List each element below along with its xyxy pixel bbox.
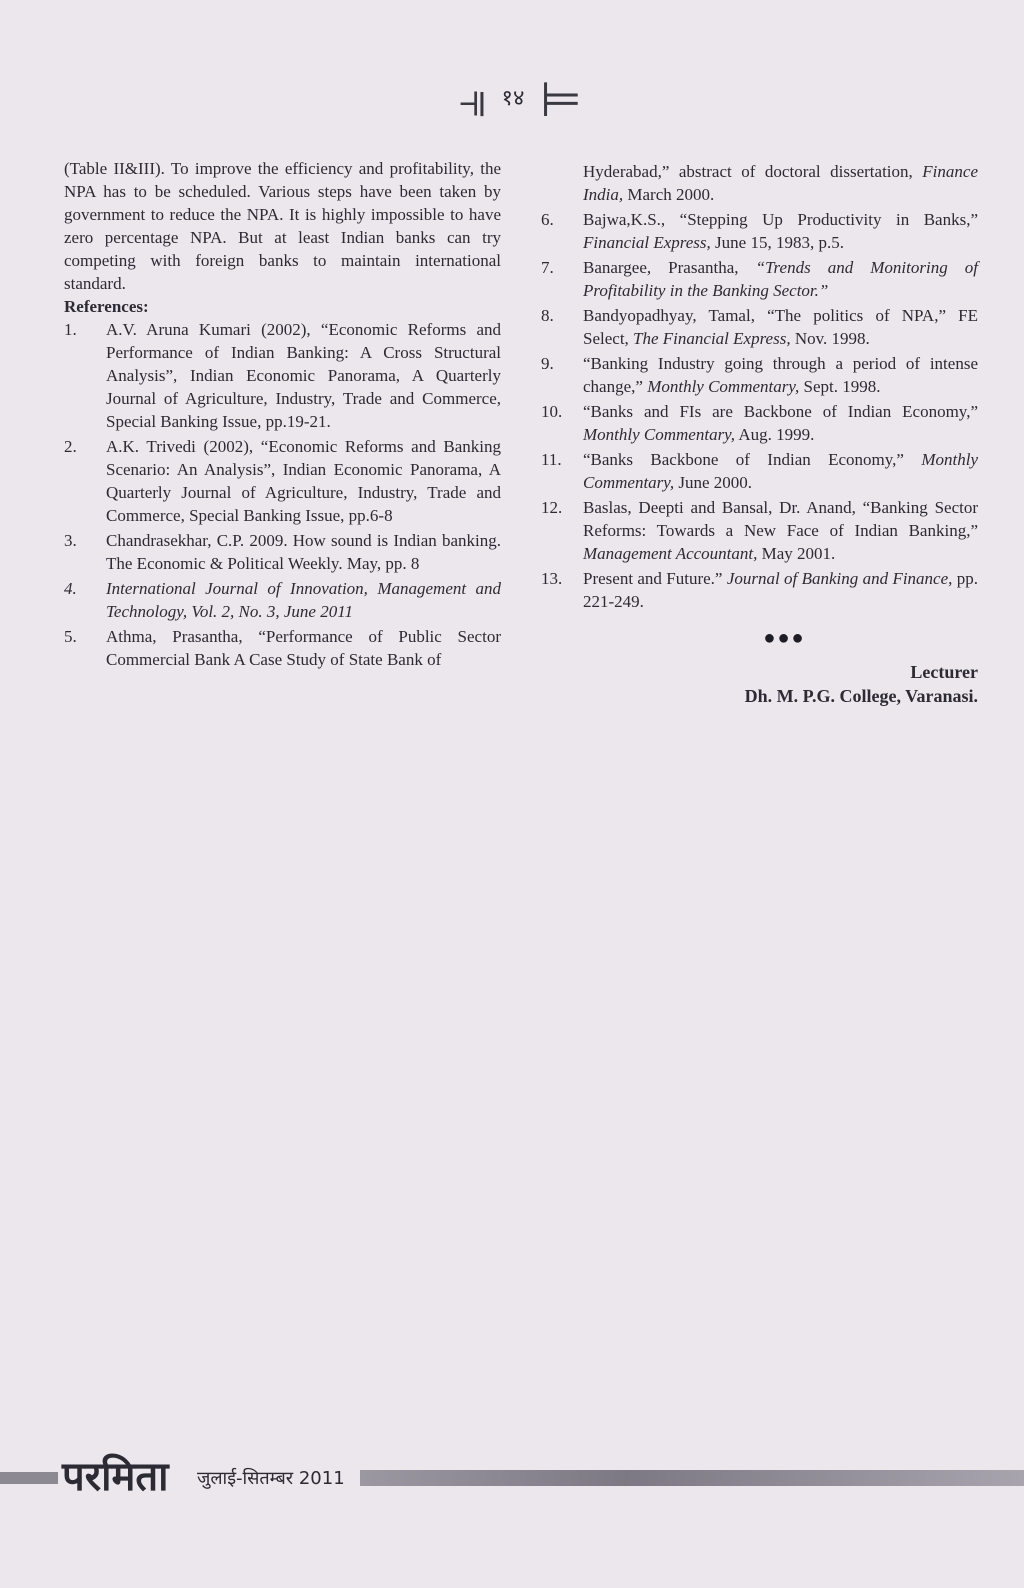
reference-item: 9. “Banking Industry going through a period of intense change,” Monthly Commentary, Sept. 1998. — [541, 354, 978, 396]
reference-item: 4. International Journal of Innovation, Management and Technology, Vol. 2, No. 3, June 2011 — [64, 579, 501, 621]
magazine-title: परमिता — [62, 1454, 169, 1500]
reference-continuation: Hyderabad,” abstract of doctoral dissertation, Finance India, March 2000. — [583, 162, 978, 204]
conclusion-paragraph: (Table II&III). To improve the efficiency and profitability, the NPA has to be scheduled. Various steps have been taken by government to reduce the NPA. It is highly impossible to have zero percentage NPA. But at least Indian banks can try competing with foreign banks to maintain international standard. — [64, 159, 501, 293]
left-column — [64, 157, 501, 673]
reference-item: 7. Banargee, Prasantha, “Trends and Monitoring of Profitability in the Banking Sector.” — [541, 258, 978, 300]
reference-item: 1. A.V. Aruna Kumari (2002), “Economic Reforms and Performance of Indian Banking: A Cross Structural Analysis”, Indian Economic Panorama, A Quarterly Journal of Agriculture, Industry, Trade and Commerce, Special Banking Issue, pp.19-21. — [64, 320, 501, 431]
author-affiliation: Dh. M. P.G. College, Varanasi. — [744, 686, 978, 706]
reference-item: 12. Baslas, Deepti and Bansal, Dr. Anand, “Banking Sector Reforms: Towards a New Face of Indian Banking,” Management Accountant, May 2001. — [541, 498, 978, 563]
reference-item: 10. “Banks and FIs are Backbone of Indian Economy,” Monthly Commentary, Aug. 1999. — [541, 402, 978, 444]
decorative-bracket-left-icon: ⫣ — [458, 72, 487, 128]
reference-item: 5. Athma, Prasantha, “Performance of Public Sector Commercial Bank A Case Study of State Bank of — [64, 627, 501, 669]
page-footer — [0, 1452, 1024, 1502]
references-heading: References: — [64, 297, 149, 316]
reference-item: 2. A.K. Trivedi (2002), “Economic Reforms and Banking Scenario: An Analysis”, Indian Economic Panorama, A Quarterly Journal of Agriculture, Industry, Trade and Commerce, Special Banking Issue, pp.6-8 — [64, 437, 501, 525]
end-dots-icon: ●●● — [763, 627, 806, 649]
author-title: Lecturer — [910, 662, 978, 682]
reference-item: 6. Bajwa,K.S., “Stepping Up Productivity in Banks,” Financial Express, June 15, 1983, p.5. — [541, 210, 978, 252]
reference-item: 3. Chandrasekhar, C.P. 2009. How sound is Indian banking. The Economic & Political Weekly. May, pp. 8 — [64, 531, 501, 573]
page-number-header — [0, 70, 1024, 128]
issue-date: जुलाई-सितम्बर 2011 — [197, 1468, 345, 1489]
footer-bar-right — [360, 1470, 1024, 1486]
reference-item: 11. “Banks Backbone of Indian Economy,” Monthly Commentary, June 2000. — [541, 450, 978, 492]
reference-item: 8. Bandyopadhyay, Tamal, “The politics of NPA,” FE Select, The Financial Express, Nov. 1998. — [541, 306, 978, 348]
footer-bar-left — [0, 1472, 58, 1484]
reference-item: 13. Present and Future.” Journal of Banking and Finance, pp. 221-249. — [541, 569, 978, 611]
decorative-bracket-right-icon: ⊨ — [540, 72, 582, 128]
page-number: १४ — [501, 86, 525, 111]
right-column — [541, 160, 978, 708]
